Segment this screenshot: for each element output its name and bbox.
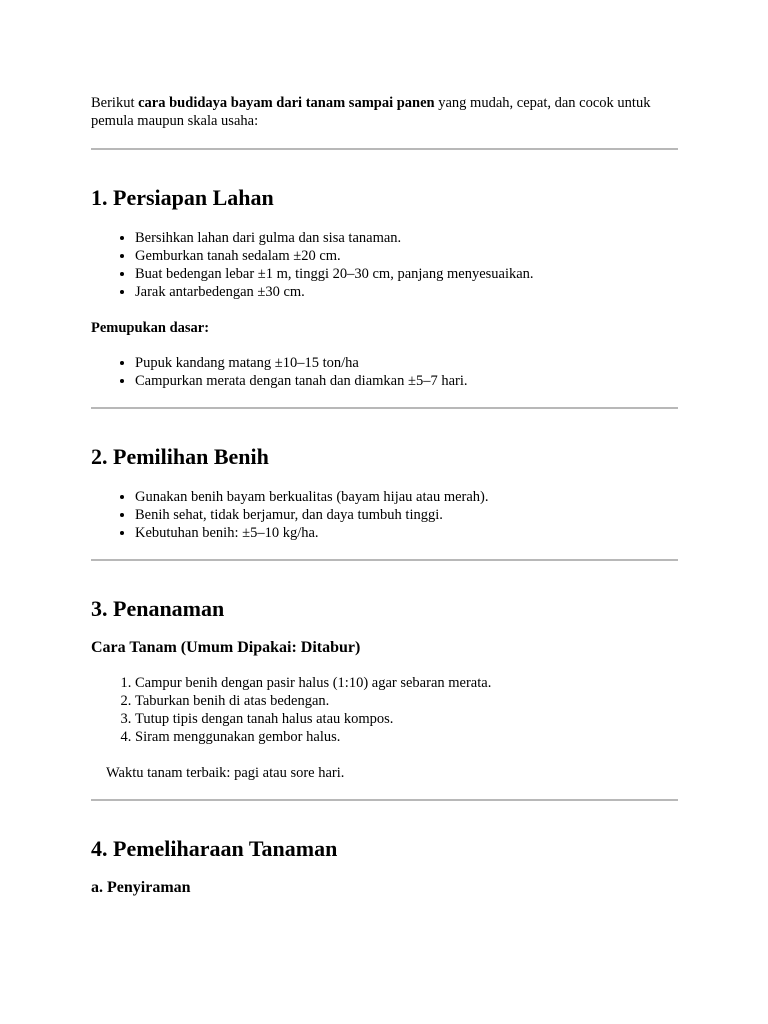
section-heading-pemeliharaan-tanaman: 4. Pemeliharaan Tanaman — [91, 836, 338, 861]
list-item: • Buat bedengan lebar ±1 m, tinggi 20–30 cm, panjang menyesuaikan. — [135, 265, 678, 283]
waktu-tanam-note: Waktu tanam terbaik: pagi atau sore hari. — [106, 765, 345, 781]
list-item: • Campurkan merata dengan tanah dan diamkan ±5–7 hari. — [135, 372, 678, 390]
list-item: • Pupuk kandang matang ±10–15 ton/ha — [135, 354, 678, 372]
list-item: 3. Tutup tipis dengan tanah halus atau kompos. — [135, 710, 678, 728]
section-heading-pemilihan-benih: 2. Pemilihan Benih — [91, 444, 269, 469]
subheading-cara-tanam: Cara Tanam (Umum Dipakai: Ditabur) — [91, 639, 361, 656]
list-item: • Benih sehat, tidak berjamur, dan daya tumbuh tinggi. — [135, 506, 678, 524]
list-item: • Jarak antarbedengan ±30 cm. — [135, 283, 678, 301]
document-content — [91, 94, 678, 898]
subheading-penyiraman: a. Penyiraman — [91, 879, 191, 896]
list-item: • Bersihkan lahan dari gulma dan sisa tanaman. — [135, 229, 678, 247]
list-pemupukan-dasar — [91, 354, 678, 390]
list-item: • Gemburkan tanah sedalam ±20 cm. — [135, 247, 678, 265]
list-cara-tanam — [91, 674, 678, 746]
pemupukan-dasar-label: Pemupukan dasar: — [91, 320, 210, 336]
section-heading-persiapan-lahan: 1. Persiapan Lahan — [91, 185, 274, 210]
list-item: 1. Campur benih dengan pasir halus (1:10) agar sebaran merata. — [135, 674, 678, 692]
divider — [91, 148, 678, 150]
intro-prefix: Berikut — [91, 95, 139, 111]
divider — [91, 407, 678, 409]
section-heading-penanaman: 3. Penanaman — [91, 596, 225, 621]
intro-paragraph — [91, 94, 678, 130]
list-item: 4. Siram menggunakan gembor halus. — [135, 728, 678, 746]
list-item: • Kebutuhan benih: ±5–10 kg/ha. — [135, 524, 678, 542]
divider — [91, 799, 678, 801]
intro-suffix: yang mudah, cepat, dan cocok untuk pemula maupun skala usaha: — [91, 95, 651, 129]
intro-bold: cara budidaya bayam dari tanam sampai panen — [138, 95, 435, 111]
list-item: • Gunakan benih bayam berkualitas (bayam hijau atau merah). — [135, 488, 678, 506]
list-pemilihan-benih — [91, 488, 678, 542]
list-persiapan-lahan — [91, 229, 678, 301]
list-item: 2. Taburkan benih di atas bedengan. — [135, 692, 678, 710]
divider — [91, 559, 678, 561]
